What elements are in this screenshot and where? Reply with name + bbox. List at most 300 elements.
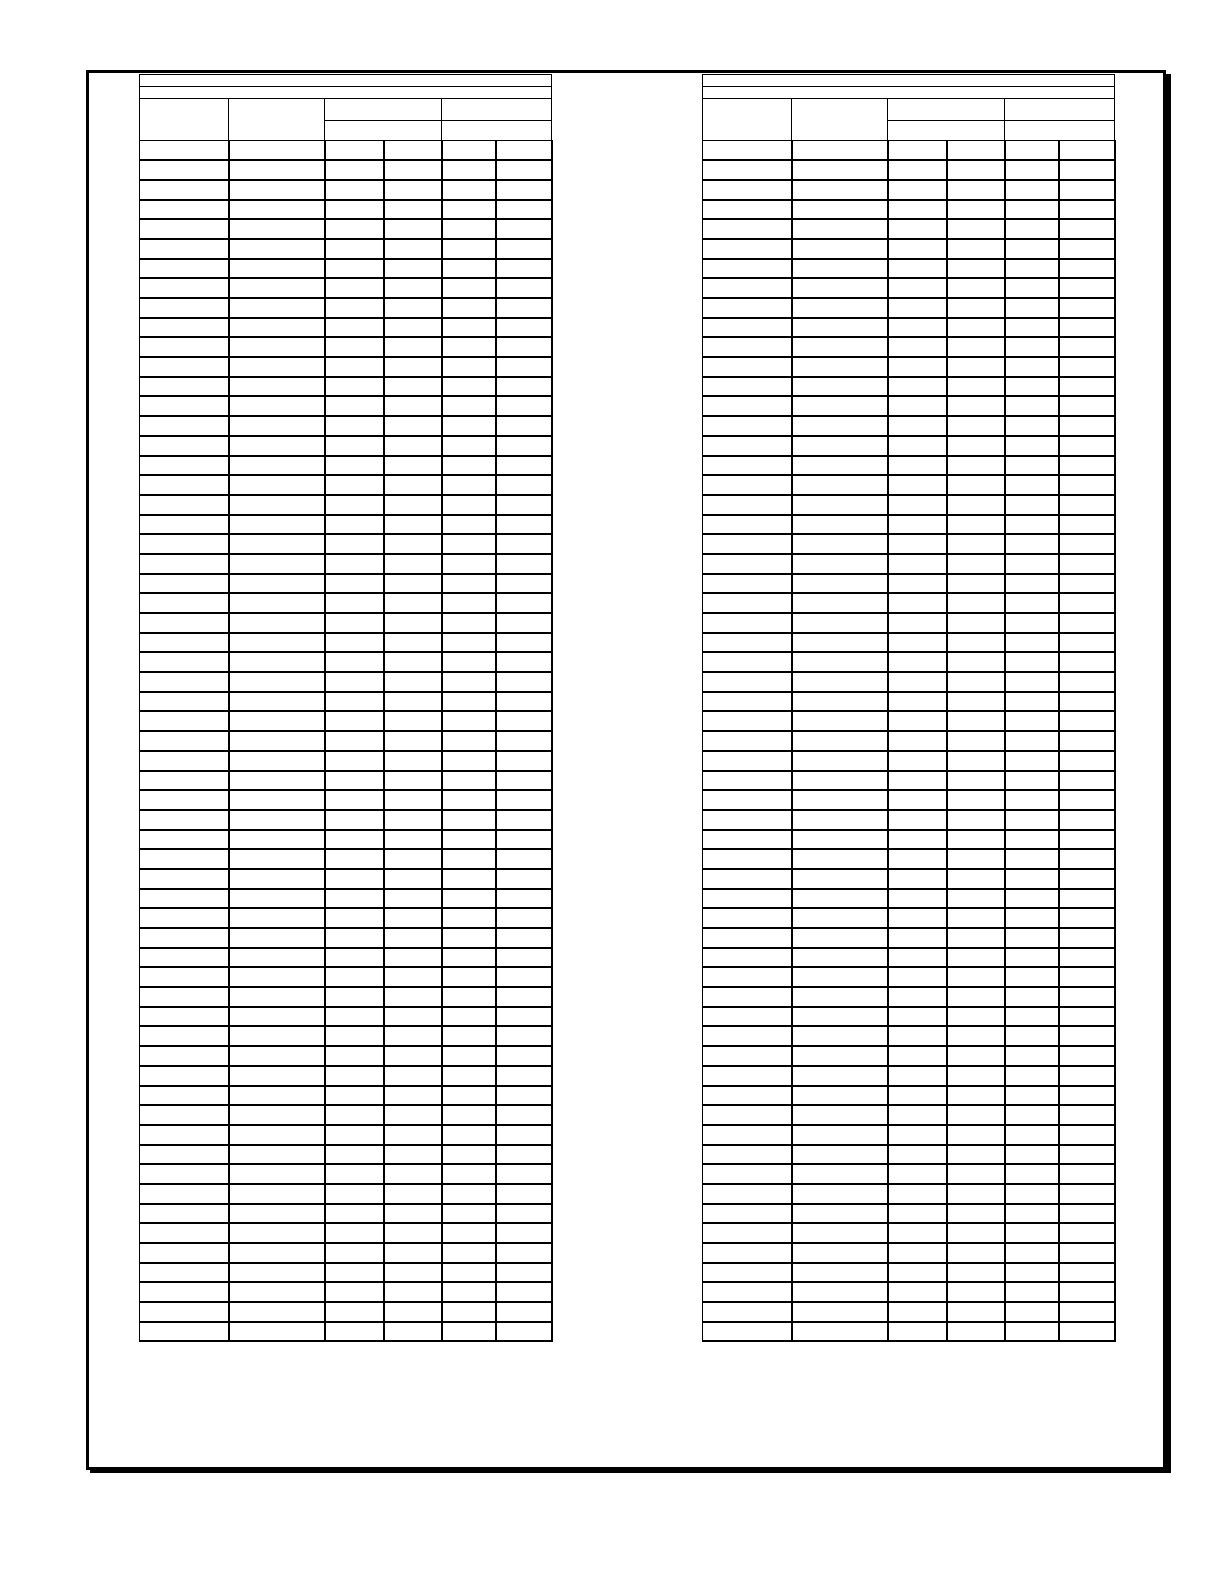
table-cell[interactable] xyxy=(947,377,1005,397)
table-cell[interactable] xyxy=(1005,810,1059,830)
table-cell[interactable] xyxy=(229,1086,325,1106)
table-cell[interactable] xyxy=(1059,810,1115,830)
table-cell[interactable] xyxy=(442,377,496,397)
table-cell[interactable] xyxy=(703,928,792,948)
table-cell[interactable] xyxy=(496,416,552,436)
table-cell[interactable] xyxy=(384,416,442,436)
table-cell[interactable] xyxy=(703,849,792,869)
table-cell[interactable] xyxy=(229,987,325,1007)
table-cell[interactable] xyxy=(496,948,552,968)
table-cell[interactable] xyxy=(442,1125,496,1145)
table-cell[interactable] xyxy=(384,1263,442,1283)
table-cell[interactable] xyxy=(384,830,442,850)
table-cell[interactable] xyxy=(703,1204,792,1224)
table-cell[interactable] xyxy=(384,692,442,712)
table-cell[interactable] xyxy=(140,554,229,574)
table-cell[interactable] xyxy=(947,1223,1005,1243)
table-cell[interactable] xyxy=(229,357,325,377)
table-cell[interactable] xyxy=(888,810,947,830)
table-cell[interactable] xyxy=(384,810,442,830)
table-cell[interactable] xyxy=(703,219,792,239)
table-cell[interactable] xyxy=(325,613,384,633)
table-cell[interactable] xyxy=(888,1322,947,1342)
table-cell[interactable] xyxy=(888,1105,947,1125)
table-cell[interactable] xyxy=(140,1243,229,1263)
table-cell[interactable] xyxy=(1059,200,1115,220)
table-cell[interactable] xyxy=(888,200,947,220)
table-cell[interactable] xyxy=(1059,1026,1115,1046)
table-cell[interactable] xyxy=(1005,869,1059,889)
table-cell[interactable] xyxy=(229,692,325,712)
table-cell[interactable] xyxy=(442,574,496,594)
table-cell[interactable] xyxy=(384,613,442,633)
table-cell[interactable] xyxy=(229,160,325,180)
table-cell[interactable] xyxy=(703,1066,792,1086)
table-cell[interactable] xyxy=(496,889,552,909)
table-cell[interactable] xyxy=(947,790,1005,810)
table-cell[interactable] xyxy=(703,1046,792,1066)
table-cell[interactable] xyxy=(947,967,1005,987)
table-cell[interactable] xyxy=(442,180,496,200)
table-cell[interactable] xyxy=(947,692,1005,712)
table-cell[interactable] xyxy=(496,1263,552,1283)
table-cell[interactable] xyxy=(229,278,325,298)
table-cell[interactable] xyxy=(792,475,888,495)
table-cell[interactable] xyxy=(442,298,496,318)
table-cell[interactable] xyxy=(947,396,1005,416)
table-cell[interactable] xyxy=(384,1145,442,1165)
table-cell[interactable] xyxy=(888,475,947,495)
table-cell[interactable] xyxy=(792,554,888,574)
table-cell[interactable] xyxy=(1005,396,1059,416)
table-cell[interactable] xyxy=(229,593,325,613)
table-cell[interactable] xyxy=(384,180,442,200)
table-cell[interactable] xyxy=(1059,1184,1115,1204)
table-cell[interactable] xyxy=(792,633,888,653)
table-cell[interactable] xyxy=(888,180,947,200)
table-cell[interactable] xyxy=(442,160,496,180)
table-cell[interactable] xyxy=(947,1263,1005,1283)
table-cell[interactable] xyxy=(442,456,496,476)
table-cell[interactable] xyxy=(1005,908,1059,928)
table-cell[interactable] xyxy=(703,160,792,180)
table-cell[interactable] xyxy=(947,1086,1005,1106)
table-cell[interactable] xyxy=(140,239,229,259)
table-cell[interactable] xyxy=(229,1046,325,1066)
table-cell[interactable] xyxy=(792,830,888,850)
table-cell[interactable] xyxy=(442,200,496,220)
table-cell[interactable] xyxy=(888,278,947,298)
table-cell[interactable] xyxy=(947,652,1005,672)
table-cell[interactable] xyxy=(1059,278,1115,298)
table-cell[interactable] xyxy=(325,1184,384,1204)
table-cell[interactable] xyxy=(888,1046,947,1066)
table-cell[interactable] xyxy=(888,456,947,476)
table-cell[interactable] xyxy=(384,928,442,948)
table-cell[interactable] xyxy=(1059,574,1115,594)
table-cell[interactable] xyxy=(442,416,496,436)
table-cell[interactable] xyxy=(384,574,442,594)
table-cell[interactable] xyxy=(947,554,1005,574)
table-cell[interactable] xyxy=(888,298,947,318)
table-cell[interactable] xyxy=(1059,672,1115,692)
table-cell[interactable] xyxy=(229,1302,325,1322)
table-cell[interactable] xyxy=(229,574,325,594)
table-cell[interactable] xyxy=(947,219,1005,239)
table-cell[interactable] xyxy=(888,1282,947,1302)
table-cell[interactable] xyxy=(325,830,384,850)
table-cell[interactable] xyxy=(947,475,1005,495)
table-cell[interactable] xyxy=(703,790,792,810)
table-cell[interactable] xyxy=(325,1066,384,1086)
table-cell[interactable] xyxy=(703,593,792,613)
table-cell[interactable] xyxy=(1059,1204,1115,1224)
table-cell[interactable] xyxy=(947,416,1005,436)
table-cell[interactable] xyxy=(384,672,442,692)
table-cell[interactable] xyxy=(947,1164,1005,1184)
table-cell[interactable] xyxy=(442,652,496,672)
table-cell[interactable] xyxy=(947,141,1005,161)
table-cell[interactable] xyxy=(703,771,792,791)
table-cell[interactable] xyxy=(496,830,552,850)
table-cell[interactable] xyxy=(1059,239,1115,259)
table-cell[interactable] xyxy=(947,318,1005,338)
table-cell[interactable] xyxy=(384,1105,442,1125)
table-cell[interactable] xyxy=(496,515,552,535)
table-cell[interactable] xyxy=(442,771,496,791)
table-cell[interactable] xyxy=(792,495,888,515)
table-cell[interactable] xyxy=(442,790,496,810)
table-cell[interactable] xyxy=(384,515,442,535)
table-cell[interactable] xyxy=(442,928,496,948)
table-cell[interactable] xyxy=(888,239,947,259)
table-cell[interactable] xyxy=(496,987,552,1007)
table-cell[interactable] xyxy=(1059,1125,1115,1145)
table-cell[interactable] xyxy=(496,967,552,987)
table-cell[interactable] xyxy=(442,396,496,416)
table-cell[interactable] xyxy=(1059,849,1115,869)
table-cell[interactable] xyxy=(229,1125,325,1145)
table-cell[interactable] xyxy=(140,1145,229,1165)
table-cell[interactable] xyxy=(792,1322,888,1342)
table-cell[interactable] xyxy=(229,141,325,161)
table-cell[interactable] xyxy=(888,711,947,731)
table-cell[interactable] xyxy=(1059,1086,1115,1106)
table-cell[interactable] xyxy=(792,908,888,928)
table-cell[interactable] xyxy=(325,515,384,535)
table-cell[interactable] xyxy=(703,475,792,495)
table-cell[interactable] xyxy=(792,574,888,594)
table-cell[interactable] xyxy=(792,1066,888,1086)
table-cell[interactable] xyxy=(442,534,496,554)
table-cell[interactable] xyxy=(229,436,325,456)
table-cell[interactable] xyxy=(325,908,384,928)
table-cell[interactable] xyxy=(229,318,325,338)
table-cell[interactable] xyxy=(140,948,229,968)
table-cell[interactable] xyxy=(888,652,947,672)
table-cell[interactable] xyxy=(140,711,229,731)
table-cell[interactable] xyxy=(1005,613,1059,633)
table-cell[interactable] xyxy=(140,908,229,928)
table-cell[interactable] xyxy=(1059,889,1115,909)
table-cell[interactable] xyxy=(140,1322,229,1342)
table-cell[interactable] xyxy=(947,436,1005,456)
table-cell[interactable] xyxy=(1005,337,1059,357)
table-cell[interactable] xyxy=(703,889,792,909)
table-cell[interactable] xyxy=(229,1223,325,1243)
table-cell[interactable] xyxy=(888,1223,947,1243)
table-cell[interactable] xyxy=(1005,574,1059,594)
table-cell[interactable] xyxy=(140,1204,229,1224)
table-cell[interactable] xyxy=(1059,987,1115,1007)
table-cell[interactable] xyxy=(1059,1282,1115,1302)
table-cell[interactable] xyxy=(384,337,442,357)
table-cell[interactable] xyxy=(325,554,384,574)
table-cell[interactable] xyxy=(384,1066,442,1086)
table-cell[interactable] xyxy=(947,1026,1005,1046)
table-cell[interactable] xyxy=(229,298,325,318)
table-cell[interactable] xyxy=(384,436,442,456)
table-cell[interactable] xyxy=(384,318,442,338)
table-cell[interactable] xyxy=(442,1026,496,1046)
table-cell[interactable] xyxy=(140,1302,229,1322)
table-cell[interactable] xyxy=(442,436,496,456)
table-cell[interactable] xyxy=(947,1007,1005,1027)
table-cell[interactable] xyxy=(1059,1302,1115,1322)
table-cell[interactable] xyxy=(1059,908,1115,928)
table-cell[interactable] xyxy=(384,1125,442,1145)
table-cell[interactable] xyxy=(140,574,229,594)
table-cell[interactable] xyxy=(325,731,384,751)
table-cell[interactable] xyxy=(442,849,496,869)
table-cell[interactable] xyxy=(229,1282,325,1302)
table-cell[interactable] xyxy=(792,1164,888,1184)
table-cell[interactable] xyxy=(947,515,1005,535)
table-cell[interactable] xyxy=(1059,967,1115,987)
table-cell[interactable] xyxy=(947,731,1005,751)
table-cell[interactable] xyxy=(496,613,552,633)
table-cell[interactable] xyxy=(229,711,325,731)
table-cell[interactable] xyxy=(703,298,792,318)
table-cell[interactable] xyxy=(1005,1066,1059,1086)
table-cell[interactable] xyxy=(325,633,384,653)
table-cell[interactable] xyxy=(442,1007,496,1027)
table-cell[interactable] xyxy=(325,967,384,987)
table-cell[interactable] xyxy=(496,180,552,200)
table-cell[interactable] xyxy=(384,1322,442,1342)
table-cell[interactable] xyxy=(792,1086,888,1106)
table-cell[interactable] xyxy=(384,456,442,476)
table-cell[interactable] xyxy=(229,672,325,692)
table-cell[interactable] xyxy=(229,790,325,810)
table-cell[interactable] xyxy=(384,200,442,220)
table-cell[interactable] xyxy=(703,377,792,397)
table-cell[interactable] xyxy=(703,436,792,456)
table-cell[interactable] xyxy=(325,1263,384,1283)
table-cell[interactable] xyxy=(792,1007,888,1027)
table-cell[interactable] xyxy=(1005,1046,1059,1066)
table-cell[interactable] xyxy=(442,1243,496,1263)
table-cell[interactable] xyxy=(703,751,792,771)
table-cell[interactable] xyxy=(703,711,792,731)
table-cell[interactable] xyxy=(140,1066,229,1086)
table-cell[interactable] xyxy=(384,751,442,771)
table-cell[interactable] xyxy=(384,908,442,928)
table-cell[interactable] xyxy=(703,239,792,259)
table-cell[interactable] xyxy=(888,1145,947,1165)
table-cell[interactable] xyxy=(442,259,496,279)
table-cell[interactable] xyxy=(1059,1046,1115,1066)
table-cell[interactable] xyxy=(1005,889,1059,909)
table-cell[interactable] xyxy=(496,928,552,948)
table-cell[interactable] xyxy=(703,337,792,357)
table-cell[interactable] xyxy=(325,1086,384,1106)
table-cell[interactable] xyxy=(496,1302,552,1322)
table-cell[interactable] xyxy=(384,849,442,869)
table-cell[interactable] xyxy=(1059,495,1115,515)
table-cell[interactable] xyxy=(325,259,384,279)
table-cell[interactable] xyxy=(442,219,496,239)
table-cell[interactable] xyxy=(442,967,496,987)
table-cell[interactable] xyxy=(792,436,888,456)
table-cell[interactable] xyxy=(1005,554,1059,574)
table-cell[interactable] xyxy=(140,1026,229,1046)
table-cell[interactable] xyxy=(496,731,552,751)
table-cell[interactable] xyxy=(325,416,384,436)
table-cell[interactable] xyxy=(703,574,792,594)
table-cell[interactable] xyxy=(496,1125,552,1145)
table-cell[interactable] xyxy=(1059,259,1115,279)
table-cell[interactable] xyxy=(229,1184,325,1204)
table-cell[interactable] xyxy=(140,652,229,672)
table-cell[interactable] xyxy=(888,1263,947,1283)
table-cell[interactable] xyxy=(1005,436,1059,456)
table-cell[interactable] xyxy=(888,928,947,948)
table-cell[interactable] xyxy=(947,239,1005,259)
table-cell[interactable] xyxy=(229,652,325,672)
table-cell[interactable] xyxy=(325,1223,384,1243)
table-cell[interactable] xyxy=(140,830,229,850)
table-cell[interactable] xyxy=(140,318,229,338)
table-cell[interactable] xyxy=(325,928,384,948)
table-cell[interactable] xyxy=(888,692,947,712)
table-cell[interactable] xyxy=(1005,1125,1059,1145)
table-cell[interactable] xyxy=(703,495,792,515)
table-cell[interactable] xyxy=(888,1125,947,1145)
table-cell[interactable] xyxy=(442,475,496,495)
table-cell[interactable] xyxy=(442,1086,496,1106)
table-cell[interactable] xyxy=(1005,1243,1059,1263)
table-cell[interactable] xyxy=(325,436,384,456)
table-cell[interactable] xyxy=(888,1204,947,1224)
table-cell[interactable] xyxy=(1059,1223,1115,1243)
table-cell[interactable] xyxy=(496,1046,552,1066)
table-cell[interactable] xyxy=(496,711,552,731)
table-cell[interactable] xyxy=(496,1223,552,1243)
table-cell[interactable] xyxy=(325,1046,384,1066)
table-cell[interactable] xyxy=(888,574,947,594)
table-cell[interactable] xyxy=(1005,652,1059,672)
table-cell[interactable] xyxy=(1005,633,1059,653)
table-cell[interactable] xyxy=(1059,711,1115,731)
table-cell[interactable] xyxy=(792,593,888,613)
table-cell[interactable] xyxy=(140,967,229,987)
table-cell[interactable] xyxy=(1005,1145,1059,1165)
table-cell[interactable] xyxy=(229,396,325,416)
table-cell[interactable] xyxy=(792,790,888,810)
table-cell[interactable] xyxy=(140,200,229,220)
table-cell[interactable] xyxy=(703,259,792,279)
table-cell[interactable] xyxy=(384,475,442,495)
table-cell[interactable] xyxy=(229,810,325,830)
table-cell[interactable] xyxy=(1059,160,1115,180)
table-cell[interactable] xyxy=(1059,1164,1115,1184)
table-cell[interactable] xyxy=(229,731,325,751)
table-cell[interactable] xyxy=(229,377,325,397)
table-cell[interactable] xyxy=(947,593,1005,613)
table-cell[interactable] xyxy=(1005,1302,1059,1322)
table-cell[interactable] xyxy=(1005,1263,1059,1283)
table-cell[interactable] xyxy=(325,357,384,377)
table-cell[interactable] xyxy=(384,1086,442,1106)
table-cell[interactable] xyxy=(1005,278,1059,298)
table-cell[interactable] xyxy=(947,613,1005,633)
table-cell[interactable] xyxy=(229,751,325,771)
table-cell[interactable] xyxy=(229,830,325,850)
table-cell[interactable] xyxy=(1059,948,1115,968)
table-cell[interactable] xyxy=(496,239,552,259)
table-cell[interactable] xyxy=(325,751,384,771)
table-cell[interactable] xyxy=(496,1007,552,1027)
table-cell[interactable] xyxy=(496,908,552,928)
table-cell[interactable] xyxy=(442,830,496,850)
table-cell[interactable] xyxy=(1005,928,1059,948)
table-cell[interactable] xyxy=(792,1204,888,1224)
table-cell[interactable] xyxy=(1005,1204,1059,1224)
table-cell[interactable] xyxy=(1059,692,1115,712)
table-cell[interactable] xyxy=(442,1184,496,1204)
table-cell[interactable] xyxy=(496,160,552,180)
table-cell[interactable] xyxy=(140,357,229,377)
table-cell[interactable] xyxy=(496,790,552,810)
table-cell[interactable] xyxy=(1059,751,1115,771)
table-cell[interactable] xyxy=(792,928,888,948)
table-cell[interactable] xyxy=(1005,1007,1059,1027)
table-cell[interactable] xyxy=(1005,1164,1059,1184)
table-cell[interactable] xyxy=(1005,534,1059,554)
table-cell[interactable] xyxy=(1005,200,1059,220)
table-cell[interactable] xyxy=(947,1125,1005,1145)
table-cell[interactable] xyxy=(140,534,229,554)
table-cell[interactable] xyxy=(1059,298,1115,318)
table-cell[interactable] xyxy=(703,1184,792,1204)
table-cell[interactable] xyxy=(792,889,888,909)
table-cell[interactable] xyxy=(325,810,384,830)
table-cell[interactable] xyxy=(888,1026,947,1046)
table-cell[interactable] xyxy=(888,534,947,554)
table-cell[interactable] xyxy=(1005,1105,1059,1125)
table-cell[interactable] xyxy=(888,987,947,1007)
table-cell[interactable] xyxy=(1005,377,1059,397)
table-cell[interactable] xyxy=(325,1026,384,1046)
table-cell[interactable] xyxy=(384,1243,442,1263)
table-cell[interactable] xyxy=(792,180,888,200)
table-cell[interactable] xyxy=(140,1184,229,1204)
table-cell[interactable] xyxy=(947,633,1005,653)
table-cell[interactable] xyxy=(1059,534,1115,554)
table-cell[interactable] xyxy=(792,652,888,672)
table-cell[interactable] xyxy=(496,200,552,220)
